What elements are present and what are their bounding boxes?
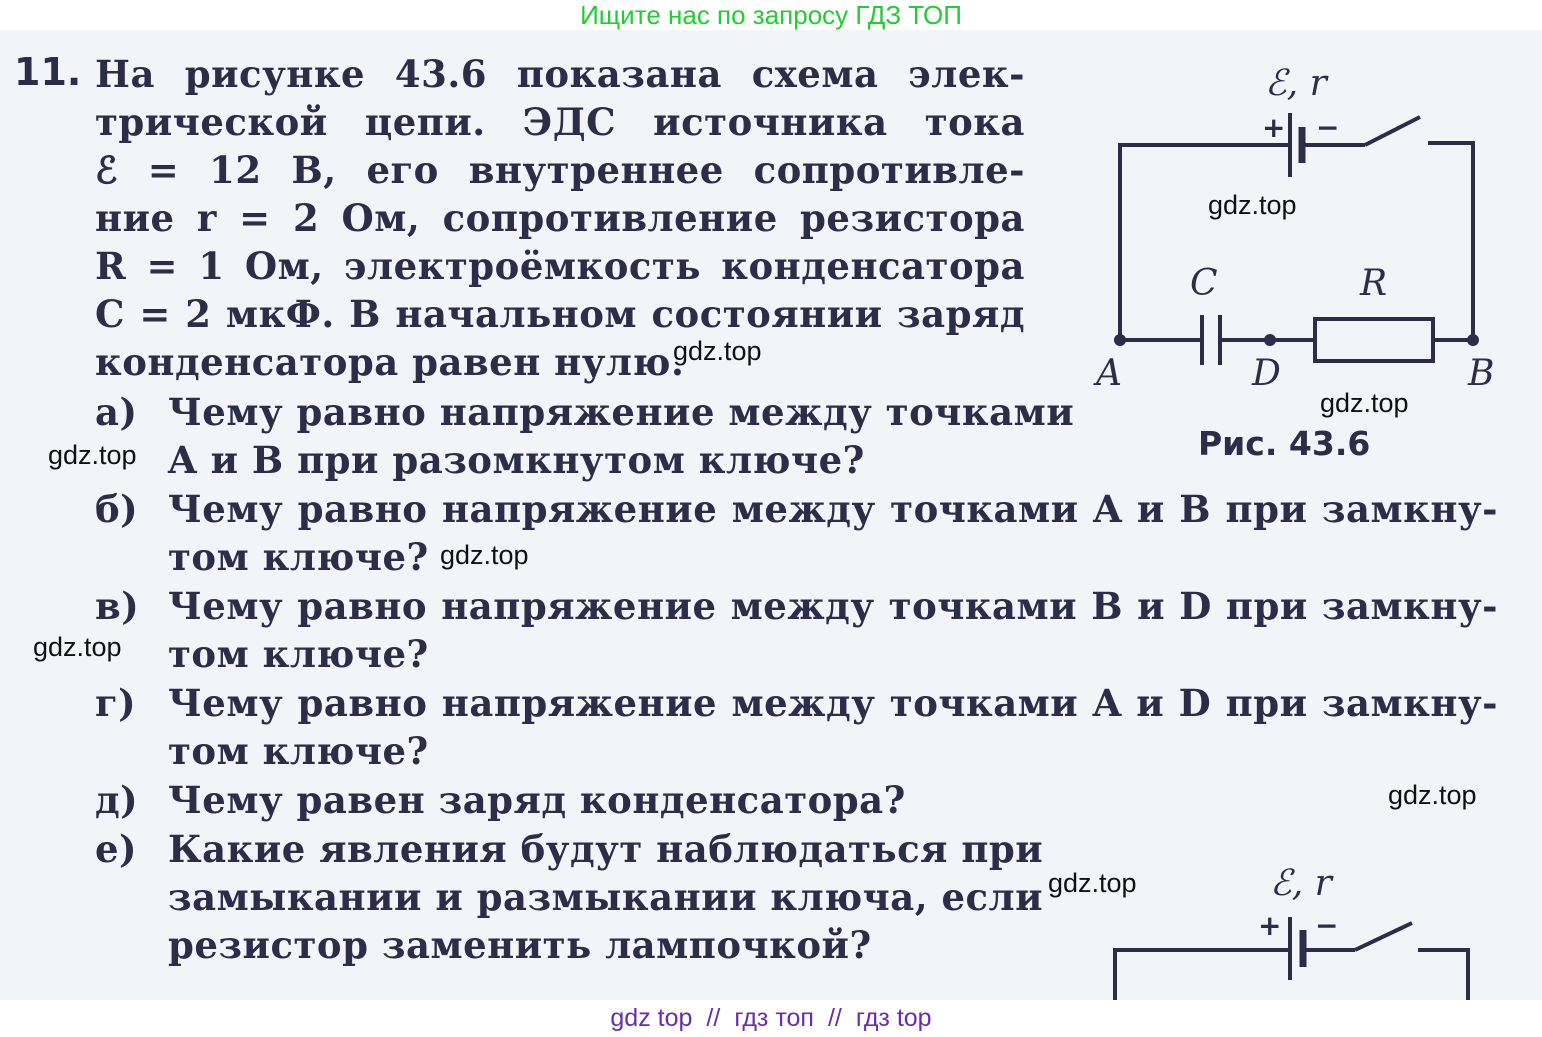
watermark: gdz.top — [673, 336, 762, 366]
plus-sign: + — [1262, 111, 1286, 144]
question-marker-a: а) — [95, 390, 138, 434]
emf-label: ℰ, r — [1265, 63, 1327, 104]
problem-number: 11. — [14, 50, 82, 94]
question-d-line-1: Чему равно напряжение между точками A и D при замкну- — [168, 681, 1498, 725]
watermark: gdz.top — [1208, 190, 1297, 220]
intro-line-3: ℰ = 12 В, его внутреннее сопротивле- — [95, 148, 1025, 192]
point-a-label: A — [1096, 353, 1122, 394]
minus-sign-2: − — [1315, 909, 1339, 942]
circuit-diagram — [1090, 55, 1510, 400]
intro-line-5: R = 1 Ом, электроёмкость конденсатора — [95, 244, 1025, 288]
question-f-line-1: Какие явления будут наблюдаться при — [168, 827, 1044, 871]
footer-link[interactable]: gdz top — [610, 1004, 693, 1032]
watermark: gdz.top — [440, 540, 529, 570]
question-a-line-1: Чему равно напряжение между точками — [168, 390, 1075, 434]
intro-line-4: ние r = 2 Ом, сопротивление резистора — [95, 196, 1025, 240]
watermark: gdz.top — [33, 632, 122, 662]
footer-link[interactable]: гдз top — [855, 1004, 932, 1032]
question-marker-e: д) — [95, 778, 139, 822]
capacitor-label: C — [1190, 263, 1218, 304]
resistor-label: R — [1360, 263, 1388, 304]
intro-line-1: На рисунке 43.6 показана схема элек- — [95, 52, 1025, 96]
question-d-line-2: том ключе? — [168, 729, 429, 773]
question-f-line-2: замыкании и размыкании ключа, если — [168, 875, 1044, 919]
plus-sign-2: + — [1258, 909, 1282, 942]
question-b-line-2: том ключе? — [168, 535, 429, 579]
question-marker-b: б) — [95, 487, 139, 531]
footer-separator: // — [827, 1004, 842, 1032]
minus-sign: − — [1316, 111, 1340, 144]
point-b-label: B — [1468, 353, 1495, 394]
question-f-line-3: резистор заменить лампочкой? — [168, 923, 872, 967]
watermark: gdz.top — [1320, 388, 1409, 418]
footer-separator: // — [706, 1004, 721, 1032]
question-marker-f: е) — [95, 827, 138, 871]
question-c-line-1: Чему равно напряжение между точками B и D при замкну- — [168, 584, 1498, 628]
question-a-line-2: A и B при разомкнутом ключе? — [168, 438, 865, 482]
intro-line-2: трической цепи. ЭДС источника тока — [95, 100, 1025, 144]
intro-line-7: конденсатора равен нулю. — [95, 340, 685, 384]
figure-caption: Рис. 43.6 — [1198, 424, 1371, 463]
watermark: gdz.top — [1048, 868, 1137, 898]
watermark: gdz.top — [1388, 780, 1477, 810]
footer-link[interactable]: гдз топ — [734, 1004, 814, 1032]
emf-label-2: ℰ, r — [1270, 863, 1332, 904]
circuit-diagram-partial — [1100, 855, 1480, 1000]
question-e-line-1: Чему равен заряд конденсатора? — [168, 778, 906, 822]
point-d-label: D — [1252, 353, 1281, 394]
question-marker-d: г) — [95, 681, 137, 725]
search-banner: Ищите нас по запросу ГДЗ ТОП — [580, 0, 962, 30]
footer-links — [0, 1002, 1542, 1034]
intro-line-6: C = 2 мкФ. В начальном состоянии заряд — [95, 292, 1025, 336]
question-marker-c: в) — [95, 584, 140, 628]
question-c-line-2: том ключе? — [168, 632, 429, 676]
watermark: gdz.top — [48, 440, 137, 470]
question-b-line-1: Чему равно напряжение между точками A и B при замкну- — [168, 487, 1498, 531]
